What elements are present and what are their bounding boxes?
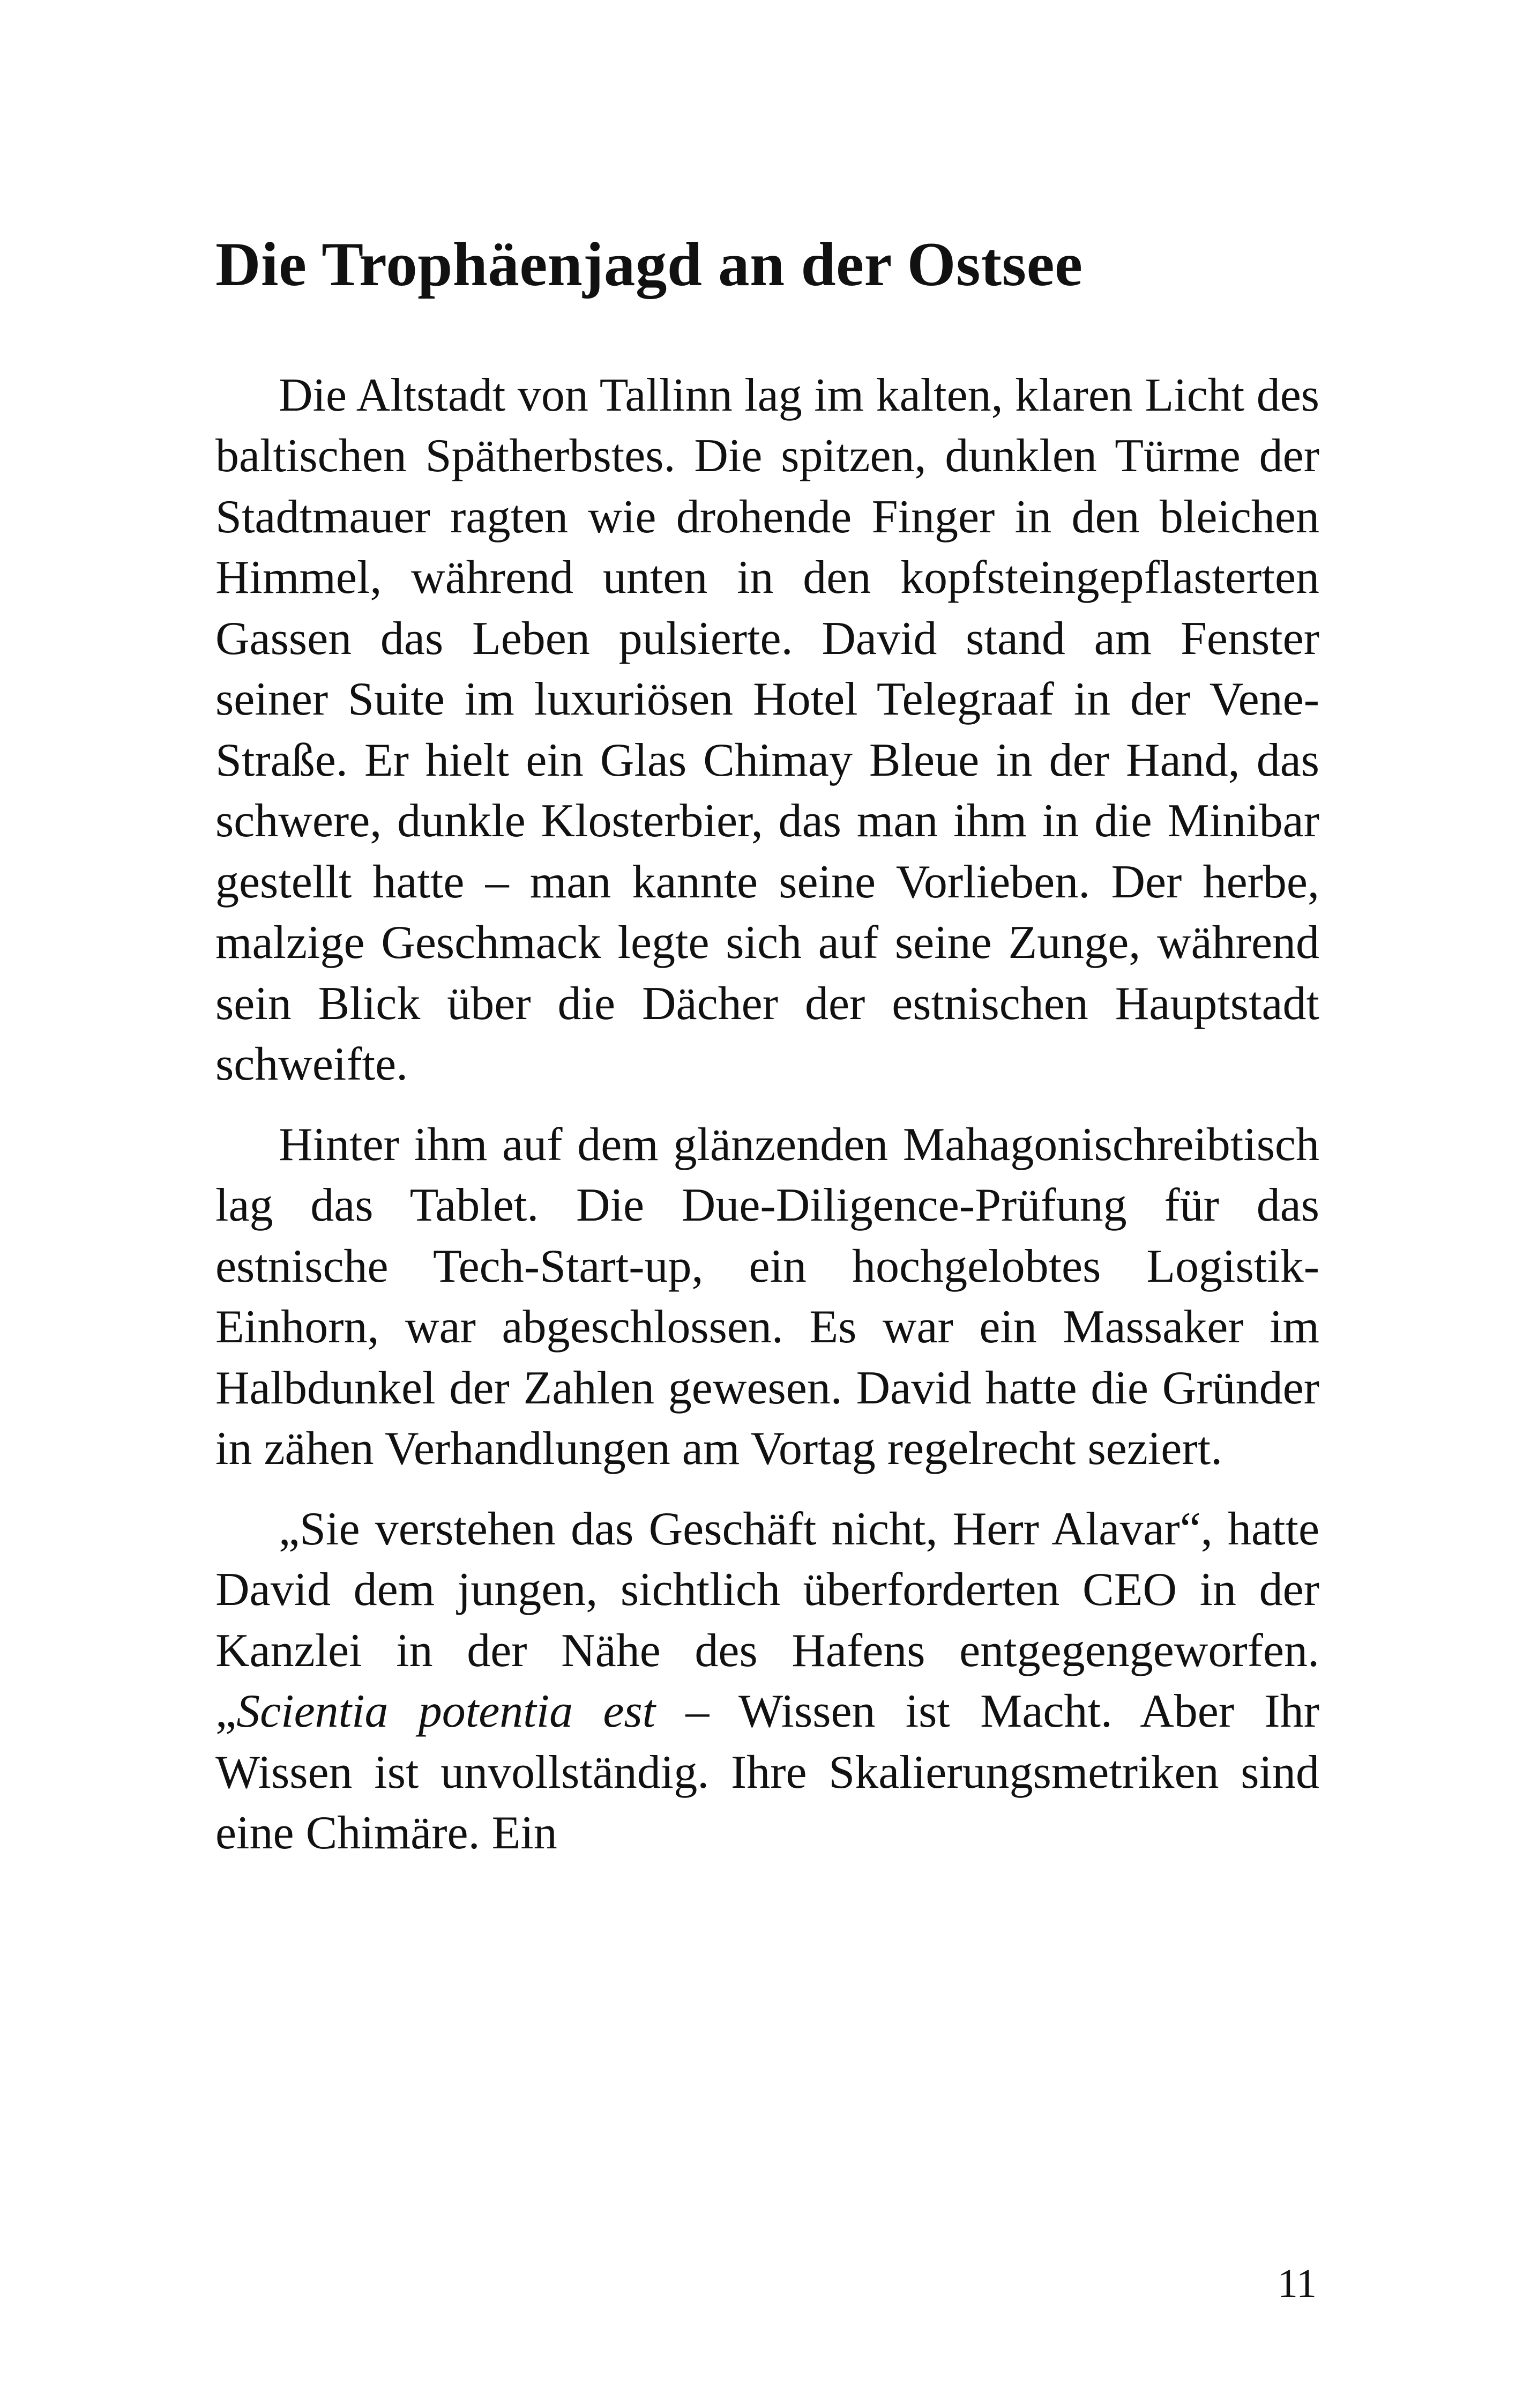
paragraph-3-text-before: „Sie verstehen das Geschäft nicht, Herr Alavar“, hatte David dem jungen, sichtlich überforderten CEO in der Kanzlei in der Nähe des Hafens entgegengeworfen. „ xyxy=(215,1503,1319,1738)
paragraph-1: Die Altstadt von Tallinn lag im kalten, klaren Licht des baltischen Spätherbstes. Die spitzen, dunklen Türme der Stadtmauer ragten wie drohende Finger in den bleichen Himmel, während unten in den kopfsteingepflasterten Gassen das Leben pulsierte. David stand am Fenster seiner Suite im luxuriösen Hotel Telegraaf in der Vene-Straße. Er hielt ein Glas Chimay Bleue in der Hand, das schwere, dunkle Klosterbier, das man ihm in die Minibar gestellt hatte – man kannte seine Vorlieben. Der herbe, malzige Geschmack legte sich auf seine Zunge, während sein Blick über die Dächer der estnischen Hauptstadt schweifte. xyxy=(215,369,1319,1091)
page-number: 11 xyxy=(1277,2261,1317,2306)
paragraph-3 xyxy=(215,1499,1319,1864)
book-page xyxy=(215,231,1319,1883)
paragraph-2: Hinter ihm auf dem glänzenden Mahagonischreibtisch lag das Tablet. Die Due-Diligence-Prüfung für das estnische Tech-Start-up, ein hochgelobtes Logistik-Einhorn, war abgeschlossen. Es war ein Massaker im Halbdunkel der Zahlen gewesen. David hatte die Gründer in zähen Verhandlungen am Vortag regelrecht seziert. xyxy=(215,1118,1319,1475)
latin-quote: Scientia potentia est xyxy=(236,1685,656,1738)
paragraph-3-text-after: – Wissen ist Macht. Aber Ihr Wissen ist unvollständig. Ihre Skalierungsmetriken sind eine Chimäre. Ein xyxy=(215,1685,1319,1860)
body-text xyxy=(215,365,1319,1864)
chapter-title: Die Trophäenjagd an der Ostsee xyxy=(215,230,1083,299)
